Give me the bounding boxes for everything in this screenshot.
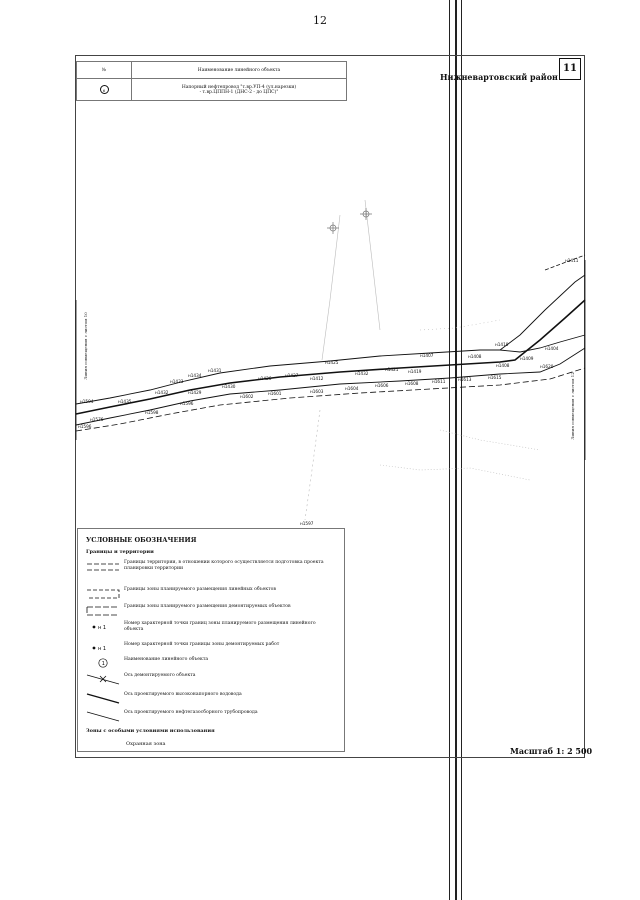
sheet-number: 11 bbox=[559, 58, 581, 80]
point-label: н1615 bbox=[488, 375, 502, 380]
object-number-mark: 6 bbox=[100, 85, 109, 94]
legend-text: Номер характерной точки границ зоны планируемого размещения линейного объекта bbox=[124, 621, 316, 632]
point-label: н1408 bbox=[496, 363, 510, 368]
point-label: н1432 bbox=[155, 390, 169, 395]
point-label: н1426 bbox=[258, 376, 272, 381]
legend-text: Границы территории, в отношении которого осуществляется подготовка проекта планировки территории bbox=[124, 560, 324, 571]
legend bbox=[77, 528, 345, 752]
legend-text: Номер характерной точки границы зоны демонтируемых работ bbox=[124, 642, 280, 647]
faint-path bbox=[305, 410, 320, 520]
point-label: н1421 bbox=[385, 367, 399, 372]
legend-symbol bbox=[86, 560, 120, 572]
survey-marker-icon bbox=[360, 208, 372, 220]
point-label: н1425 bbox=[325, 360, 339, 365]
header-col-number: № bbox=[77, 62, 132, 79]
legend-section-borders: Границы и территории bbox=[86, 549, 154, 555]
point-label: н1430 bbox=[222, 384, 236, 389]
legend-text: Наименование линейного объекта bbox=[124, 657, 209, 662]
legend-symbol bbox=[86, 587, 120, 599]
legend-text: Границы зоны планируемого размещения демонтируемых объектов bbox=[124, 604, 291, 609]
legend-text: Ось демонтируемого объекта bbox=[124, 673, 196, 678]
zone-boundary-lower-2 bbox=[76, 368, 585, 431]
point-label: н1597 bbox=[300, 521, 314, 526]
faint-path bbox=[380, 465, 530, 480]
legend-mark: 1 bbox=[101, 660, 105, 667]
point-label: н1404 bbox=[545, 346, 559, 351]
point-label: н1598 bbox=[145, 410, 159, 415]
legend-symbol bbox=[86, 657, 120, 669]
point-label: н1596 bbox=[78, 424, 92, 429]
point-labels bbox=[78, 258, 579, 526]
legend-text: Ось проектируемого высоконапорного водовода bbox=[124, 692, 242, 697]
page-number: 12 bbox=[313, 14, 327, 27]
legend-title: УСЛОВНЫЕ ОБОЗНАЧЕНИЯ bbox=[86, 536, 197, 544]
faint-path bbox=[322, 215, 340, 360]
point-label: н1603 bbox=[310, 389, 324, 394]
point-label: н1576 bbox=[90, 417, 104, 422]
legend-symbol bbox=[86, 673, 120, 685]
legend-symbol bbox=[86, 621, 120, 633]
legend-symbol bbox=[86, 604, 120, 616]
survey-marker-icon bbox=[327, 222, 339, 234]
point-label: н1432 bbox=[355, 371, 369, 376]
corridor bbox=[76, 255, 585, 431]
legend-symbol bbox=[86, 692, 120, 704]
point-label: н1608 bbox=[405, 381, 419, 386]
legend-mark: н 1 bbox=[98, 646, 107, 652]
faint-path bbox=[420, 320, 500, 330]
legend-mark: н 1 bbox=[98, 625, 107, 631]
point-label: н1408 bbox=[468, 354, 482, 359]
map-scale: Масштаб 1: 2 500 bbox=[510, 746, 593, 756]
point-label: н1433 bbox=[170, 379, 184, 384]
point-label: н1419 bbox=[408, 369, 422, 374]
legend-text: Ось проектируемого нефтегазосборного трубопровода bbox=[124, 710, 258, 715]
point-label: н1620 bbox=[540, 364, 554, 369]
point-label: н1606 bbox=[375, 383, 389, 388]
object-name-line-1: Напорный нефтепровод "т.вр.УП-4 (ул.нарезки) bbox=[181, 84, 297, 90]
point-label: н1431 bbox=[208, 368, 222, 373]
match-line-left: Линия совмещения с листом 10 bbox=[83, 312, 88, 380]
point-label: н1409 bbox=[520, 356, 534, 361]
legend-symbol bbox=[86, 642, 120, 654]
point-label: н1604 bbox=[345, 386, 359, 391]
faint-path bbox=[440, 430, 540, 450]
legend-text: Охранная зона bbox=[126, 741, 166, 747]
point-label: н1596 bbox=[180, 401, 194, 406]
point-label: н1594 bbox=[80, 399, 94, 404]
survey-marker bbox=[327, 208, 372, 234]
pipeline-axis bbox=[76, 300, 585, 414]
point-label: н1434 bbox=[188, 373, 202, 378]
point-label: н1611 bbox=[432, 379, 446, 384]
point-label: н1427 bbox=[285, 373, 299, 378]
legend-section-zones: Зоны с особыми условиями использования bbox=[86, 728, 215, 734]
district-label: Нижневартовский район bbox=[440, 72, 558, 82]
point-label: н1613 bbox=[458, 377, 472, 382]
point-label: н1429 bbox=[188, 390, 202, 395]
point-label: н1407 bbox=[420, 353, 434, 358]
point-label: н1601 bbox=[268, 391, 282, 396]
legend-symbol bbox=[86, 710, 120, 722]
point-label: н1411 bbox=[565, 258, 579, 263]
faint-path bbox=[365, 200, 380, 330]
point-label: н1602 bbox=[240, 394, 254, 399]
point-label: н1435 bbox=[118, 399, 132, 404]
point-label: н1412 bbox=[310, 376, 324, 381]
match-line-right: Линия совмещения с листом 12 bbox=[570, 372, 575, 440]
header-col-name: Наименование линейного объекта bbox=[132, 62, 347, 79]
point-label: н1410 bbox=[495, 342, 509, 347]
legend-text: Границы зоны планируемого размещения линейных объектов bbox=[124, 587, 277, 592]
object-name-line-2: - т.вр.ЦППН-1 (ДНС-2 - до ЦПС)" bbox=[199, 89, 279, 95]
